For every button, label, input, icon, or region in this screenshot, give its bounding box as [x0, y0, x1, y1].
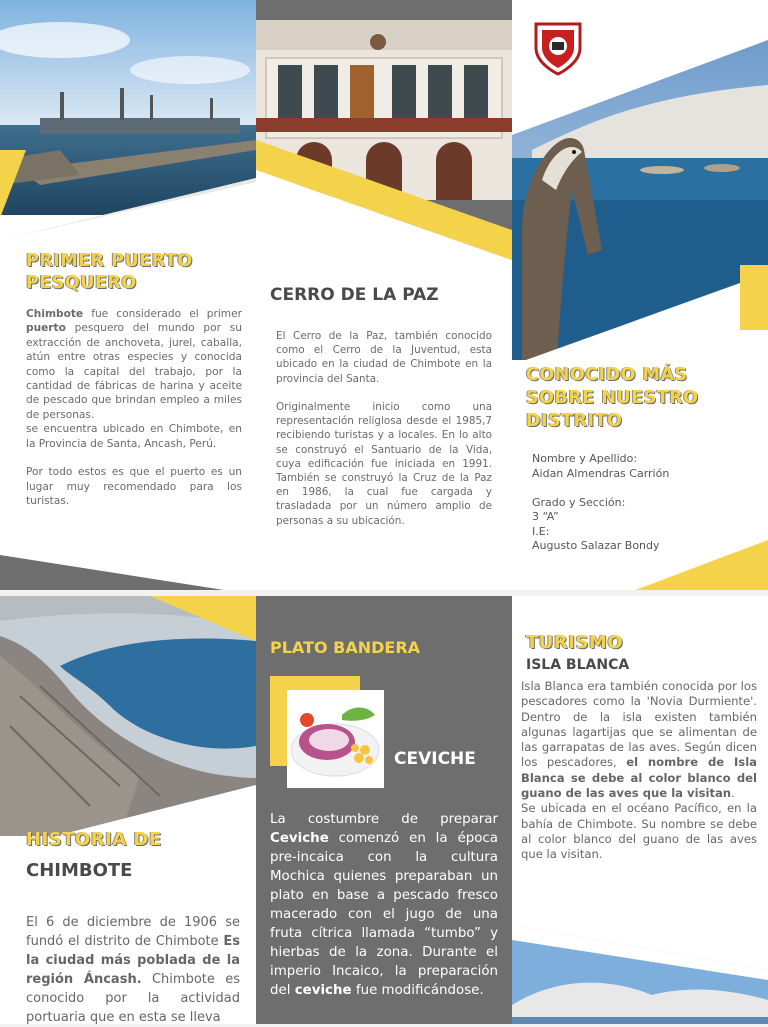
panel5-title: PLATO BANDERA — [270, 638, 421, 657]
name-label: Nombre y Apellido: — [532, 452, 638, 465]
panel2-p2: Originalmente inicio como una representación religiosa desde el 1985,7 recibiendo turistas y a locales. En lo alto se construyó el Santuario de la Vida, cuya edificación fue iniciada en 1991. También se construyó la Cruz de la Paz en 1986, la cual fue cargada y trasladada por un número amplio de personas a su ubicación. — [276, 401, 492, 527]
name-value: Aidan Almendras Carrión — [532, 466, 670, 480]
panel4-title: HISTORIA DE — [26, 829, 162, 850]
panel1-p1: Chimbote fue considerado el primer puerto pesquero del mundo por su extracción de anchoveta, jurel, caballa, atún entre otras especies y conocida como la capital del trabajo, por la cantidad de fábricas de harina y aceite de pescado que brindan empleo a miles de personas. — [26, 308, 242, 421]
panel1-p3: Por todo estos es que el puerto es un lugar muy recomendado para los turistas. — [26, 466, 242, 508]
panel3-yellow-accent — [740, 265, 768, 325]
panel3-bottom — [512, 540, 768, 595]
panel3-title: CONOCIDO MÁS SOBRE NUESTRO DISTRITO — [526, 365, 699, 431]
panel2-p1: El Cerro de la Paz, también conocido como el Cerro de la Juventud, esta ubicado en la ciudad de Chimbote en la provincia del Santa. — [276, 330, 492, 385]
panel4-yellow-accent — [150, 596, 256, 646]
panel1-title: PRIMER PUERTO PESQUERO — [26, 251, 193, 293]
ie-value: Augusto Salazar Bondy — [532, 539, 660, 552]
panel3-white-wedge — [512, 255, 768, 365]
panel3-info — [532, 452, 752, 554]
panel2-white-top — [256, 230, 512, 290]
ie-label: I.E: — [532, 524, 550, 538]
isla-blanca-photo — [512, 925, 768, 1024]
panel4-text: El 6 de diciembre de 1906 se fundó el distrito de Chimbote Es la ciudad más poblada de la región Áncash. Chimbote es conocido por la actividad portuaria que en esta se lleva — [26, 915, 240, 1025]
panel2-text — [276, 329, 492, 528]
panel6-text: Isla Blanca era también conocida por los pescadores como la 'Novia Durmiente'. Dentro de la isla existen también algunas lagartijas que se alimentan de las garrapatas de las aves. Según dicen los pescadores, el nombre de Isla Blanca se debe al color blanco del guano de las aves que la visitan. Se ubicada en el océano Pacífico, en la bahía de Chimbote. Su nombre se debe al color blanco del guano de las aves que la visitan. — [521, 679, 757, 862]
panel6-title: TURISMO — [526, 632, 624, 653]
dish-name: CEVICHE — [394, 749, 476, 769]
grade-value: 3 “A” — [532, 510, 559, 523]
panel4-subtitle: CHIMBOTE — [26, 860, 133, 881]
grade-label: Grado y Sección: — [532, 495, 626, 509]
panel6-subtitle: ISLA BLANCA — [526, 657, 630, 673]
panel1-p2: se encuentra ubicado en Chimbote, en la Provincia de Santa, Ancash, Perú. — [26, 423, 242, 450]
panel1-bottom-wedge — [0, 545, 256, 595]
panel5-text: La costumbre de preparar Ceviche comenzó en la época pre-incaica con la cultura Mochica quienes preparaban un plato en base a pescado fresco macerado con el jugo de una fruta cítrica llamada “tumbo” y hierbas de la zona. Durante el imperio Incaico, la preparación del ceviche fue modificándose. — [270, 812, 498, 998]
panel1-white-wedge — [0, 170, 256, 240]
ceviche-photo — [287, 690, 384, 788]
panel2-title: CERRO DE LA PAZ — [270, 285, 439, 305]
panel1-text — [26, 307, 242, 509]
